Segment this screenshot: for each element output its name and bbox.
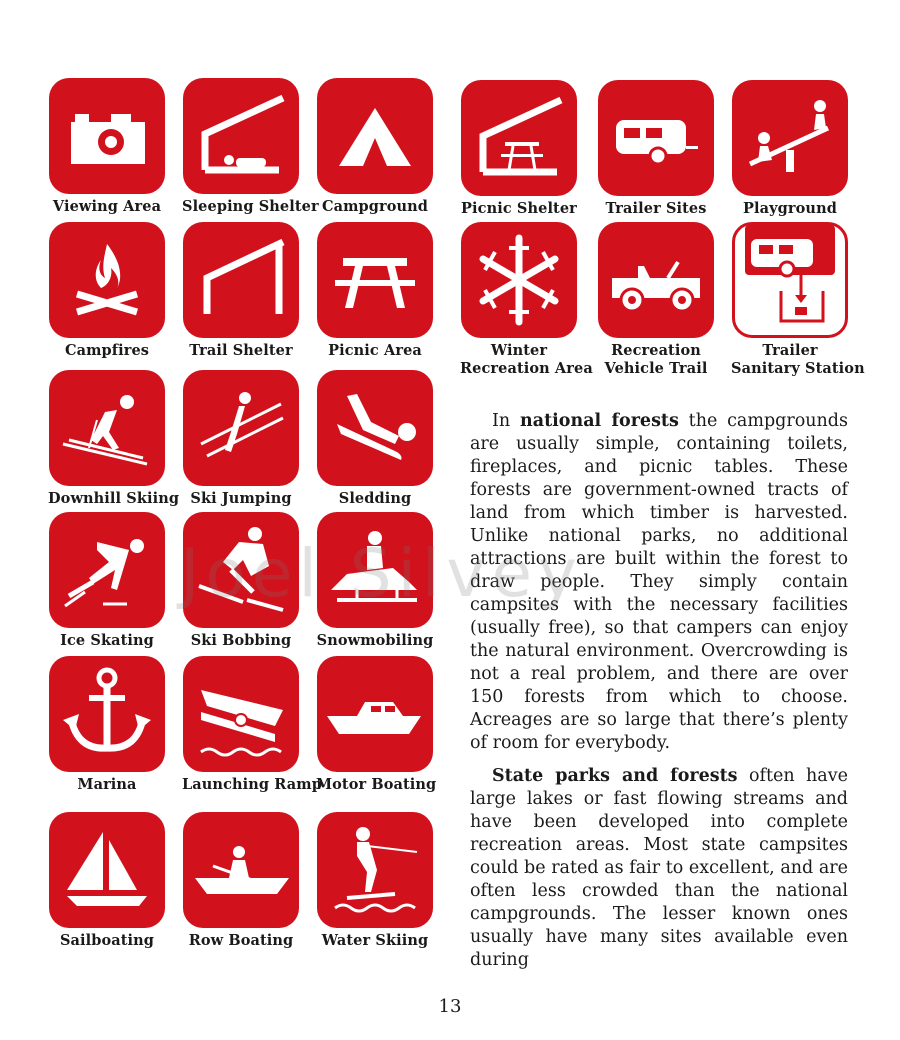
trailer-dump-icon <box>735 225 845 335</box>
sign-motor-boating <box>316 656 437 794</box>
sign-label: Viewing Area <box>52 198 162 215</box>
sign-label: Picnic Area <box>328 342 422 359</box>
sign-label: Launching Ramp <box>182 776 322 793</box>
sign-label: Ski Jumping <box>190 490 292 507</box>
sign-label: Water Skiing <box>321 932 429 949</box>
sign-label: Downhill Skiing <box>48 490 180 507</box>
paragraph-national-forests: In national forests the campgrounds are usually simple, containing toilets, fireplaces, and picnic tables. These forests are government-owned tracts of land from which timber is harvested. Unlike national parks, no additional attractions are built within the forest to draw people. They simply contain campsites with the necessary facilities (usually free), so that campers can enjoy the natural environment. Overcrowding is not a real problem, and there are over 150 forests from which to choose. Acreages are so large that there’s plenty of room for everybody. <box>470 411 848 753</box>
sign-label: Sleeping Shelter <box>182 198 319 215</box>
picnic-shelter-icon <box>461 80 577 196</box>
sign-recreation-vehicle-trail <box>597 222 715 378</box>
sign-label: Trailer Sites <box>605 200 707 217</box>
sign-label: Campfires <box>64 342 150 359</box>
sign-downhill-skiing <box>48 370 180 508</box>
water-skier-icon <box>317 812 433 928</box>
sign-label: Sailboating <box>59 932 155 949</box>
sign-label: Picnic Shelter <box>461 200 577 217</box>
seesaw-icon <box>732 80 848 196</box>
jeep-icon <box>598 222 714 338</box>
sign-label: Recreation Vehicle Trail <box>604 342 708 377</box>
sign-viewing-area <box>48 78 166 216</box>
trail-shelter-icon <box>183 222 299 338</box>
sign-label: Snowmobiling <box>316 632 434 649</box>
boat-ramp-icon <box>183 656 299 772</box>
sled-icon <box>317 370 433 486</box>
snowflake-icon <box>461 222 577 338</box>
sign-launching-ramp <box>182 656 322 794</box>
sign-label: Playground <box>743 200 837 217</box>
sign-sailboating <box>48 812 166 950</box>
sign-ice-skating <box>48 512 166 650</box>
ice-skater-icon <box>49 512 165 628</box>
sign-label: Ice Skating <box>60 632 154 649</box>
sign-label: Trail Shelter <box>189 342 293 359</box>
sign-campground <box>316 78 434 216</box>
tent-icon <box>317 78 433 194</box>
anchor-icon <box>49 656 165 772</box>
sign-row-boating <box>182 812 300 950</box>
sign-label: Campground <box>321 198 429 215</box>
sign-campfires <box>48 222 166 360</box>
sign-sledding <box>316 370 434 508</box>
picnic-table-icon <box>317 222 433 338</box>
trailer-icon <box>598 80 714 196</box>
sign-picnic-area <box>316 222 434 360</box>
sign-label: Winter Recreation Area <box>460 342 593 377</box>
sign-label: Trailer Sanitary Station <box>731 342 865 377</box>
sign-label: Row Boating <box>188 932 294 949</box>
bold-term: national forests <box>520 411 679 431</box>
bold-term: State parks and forests <box>492 766 738 786</box>
rowboat-icon <box>183 812 299 928</box>
sign-sleeping-shelter <box>182 78 319 216</box>
watermark: Joel Silvey <box>180 535 584 612</box>
sign-trail-shelter <box>182 222 300 360</box>
sign-winter-recreation-area <box>460 222 593 378</box>
sign-label: Ski Bobbing <box>190 632 292 649</box>
sign-trailer-sites <box>597 80 715 218</box>
sign-water-skiing <box>316 812 434 950</box>
sign-label: Marina <box>77 776 137 793</box>
sailboat-icon <box>49 812 165 928</box>
tile <box>49 78 165 194</box>
sign-marina <box>48 656 166 794</box>
downhill-skier-icon <box>49 370 165 486</box>
motorboat-icon <box>317 656 433 772</box>
ski-jumper-icon <box>183 370 299 486</box>
sign-ski-jumping <box>182 370 300 508</box>
sign-picnic-shelter <box>460 80 578 218</box>
paragraph-state-parks: State parks and forests often have large lakes or fast flowing streams and have been developed into complete recreation areas. Most state campsites could be rated as fair to excellent, and are often less crowded than the national campgrounds. The lesser known ones usually have many sites available even during <box>470 766 848 970</box>
sign-trailer-sanitary-station <box>731 222 865 378</box>
page-number: 13 <box>438 996 462 1017</box>
sign-playground <box>731 80 849 218</box>
sign-label: Sledding <box>338 490 412 507</box>
camera-icon <box>49 78 165 194</box>
campfire-icon <box>49 222 165 338</box>
sign-label: Motor Boating <box>316 776 437 793</box>
sleeping-shelter-icon <box>183 78 299 194</box>
